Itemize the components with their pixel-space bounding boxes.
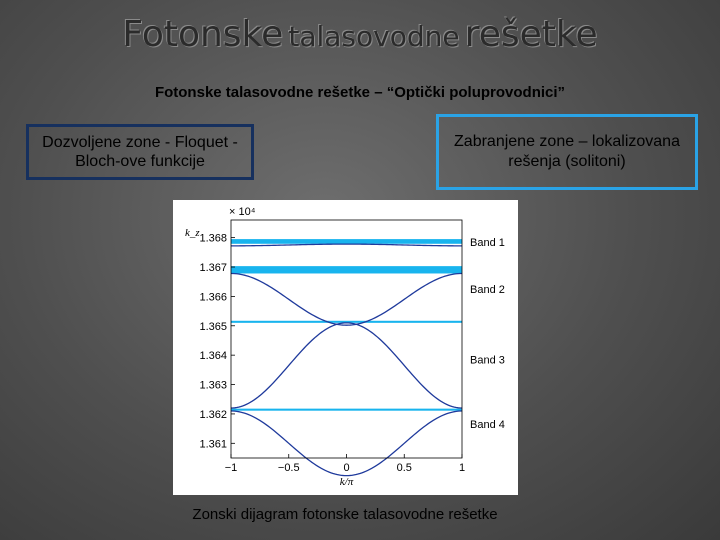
y-tick-label: 1.368 <box>199 232 227 245</box>
band-gap-4 <box>231 409 462 411</box>
y-tick-label: 1.367 <box>199 262 227 275</box>
band-gap-2 <box>231 266 462 273</box>
title-word-3: rešetke <box>464 14 598 55</box>
x-tick-label: 1 <box>458 462 466 474</box>
figure-caption: Zonski dijagram fotonske talasovodne rešetke <box>192 506 498 523</box>
slide-subtitle: Fotonske talasovodne rešetke – “Optički poluprovodnici” <box>154 84 566 101</box>
x-tick-label: −0.5 <box>277 462 300 474</box>
band-curve-3 <box>231 323 462 408</box>
x-tick-label: 0.5 <box>396 462 412 474</box>
forbidden-zones-box <box>436 114 698 190</box>
plot-frame <box>231 220 462 458</box>
allowed-zones-text: Dozvoljene zone - Floquet -Bloch-ove funkcije <box>42 134 238 170</box>
band-diagram-chart <box>173 200 518 495</box>
y-tick-label: 1.363 <box>199 379 227 392</box>
y-tick-label: 1.365 <box>199 320 227 333</box>
y-axis-label: k_z <box>185 227 200 239</box>
x-tick-label: −1 <box>224 462 238 474</box>
title-word-1: Fotonske <box>122 14 284 55</box>
forbidden-zones-text: Zabranjene zone – lokalizovana rešenja (solitoni) <box>454 133 680 170</box>
band-label-1: Band 1 <box>470 237 505 250</box>
band-gap-1 <box>231 239 462 244</box>
band-label-4: Band 4 <box>470 419 505 432</box>
y-tick-label: 1.364 <box>199 350 227 363</box>
y-tick-label: 1.362 <box>199 408 227 421</box>
y-tick-label: 1.361 <box>199 438 227 451</box>
band-label-3: Band 3 <box>470 354 505 367</box>
band-curve-2 <box>231 273 462 325</box>
band-label-2: Band 2 <box>470 284 505 297</box>
x-axis-label: k/π <box>339 476 354 488</box>
slide-title <box>0 14 720 55</box>
title-word-2: talasovodne <box>288 20 460 53</box>
band-diagram-figure <box>173 200 518 495</box>
allowed-zones-box <box>26 124 254 180</box>
band-curve-1 <box>231 244 462 246</box>
exponent-label: × 10⁴ <box>229 206 256 218</box>
y-tick-label: 1.366 <box>199 291 227 304</box>
x-tick-label: 0 <box>343 462 350 474</box>
